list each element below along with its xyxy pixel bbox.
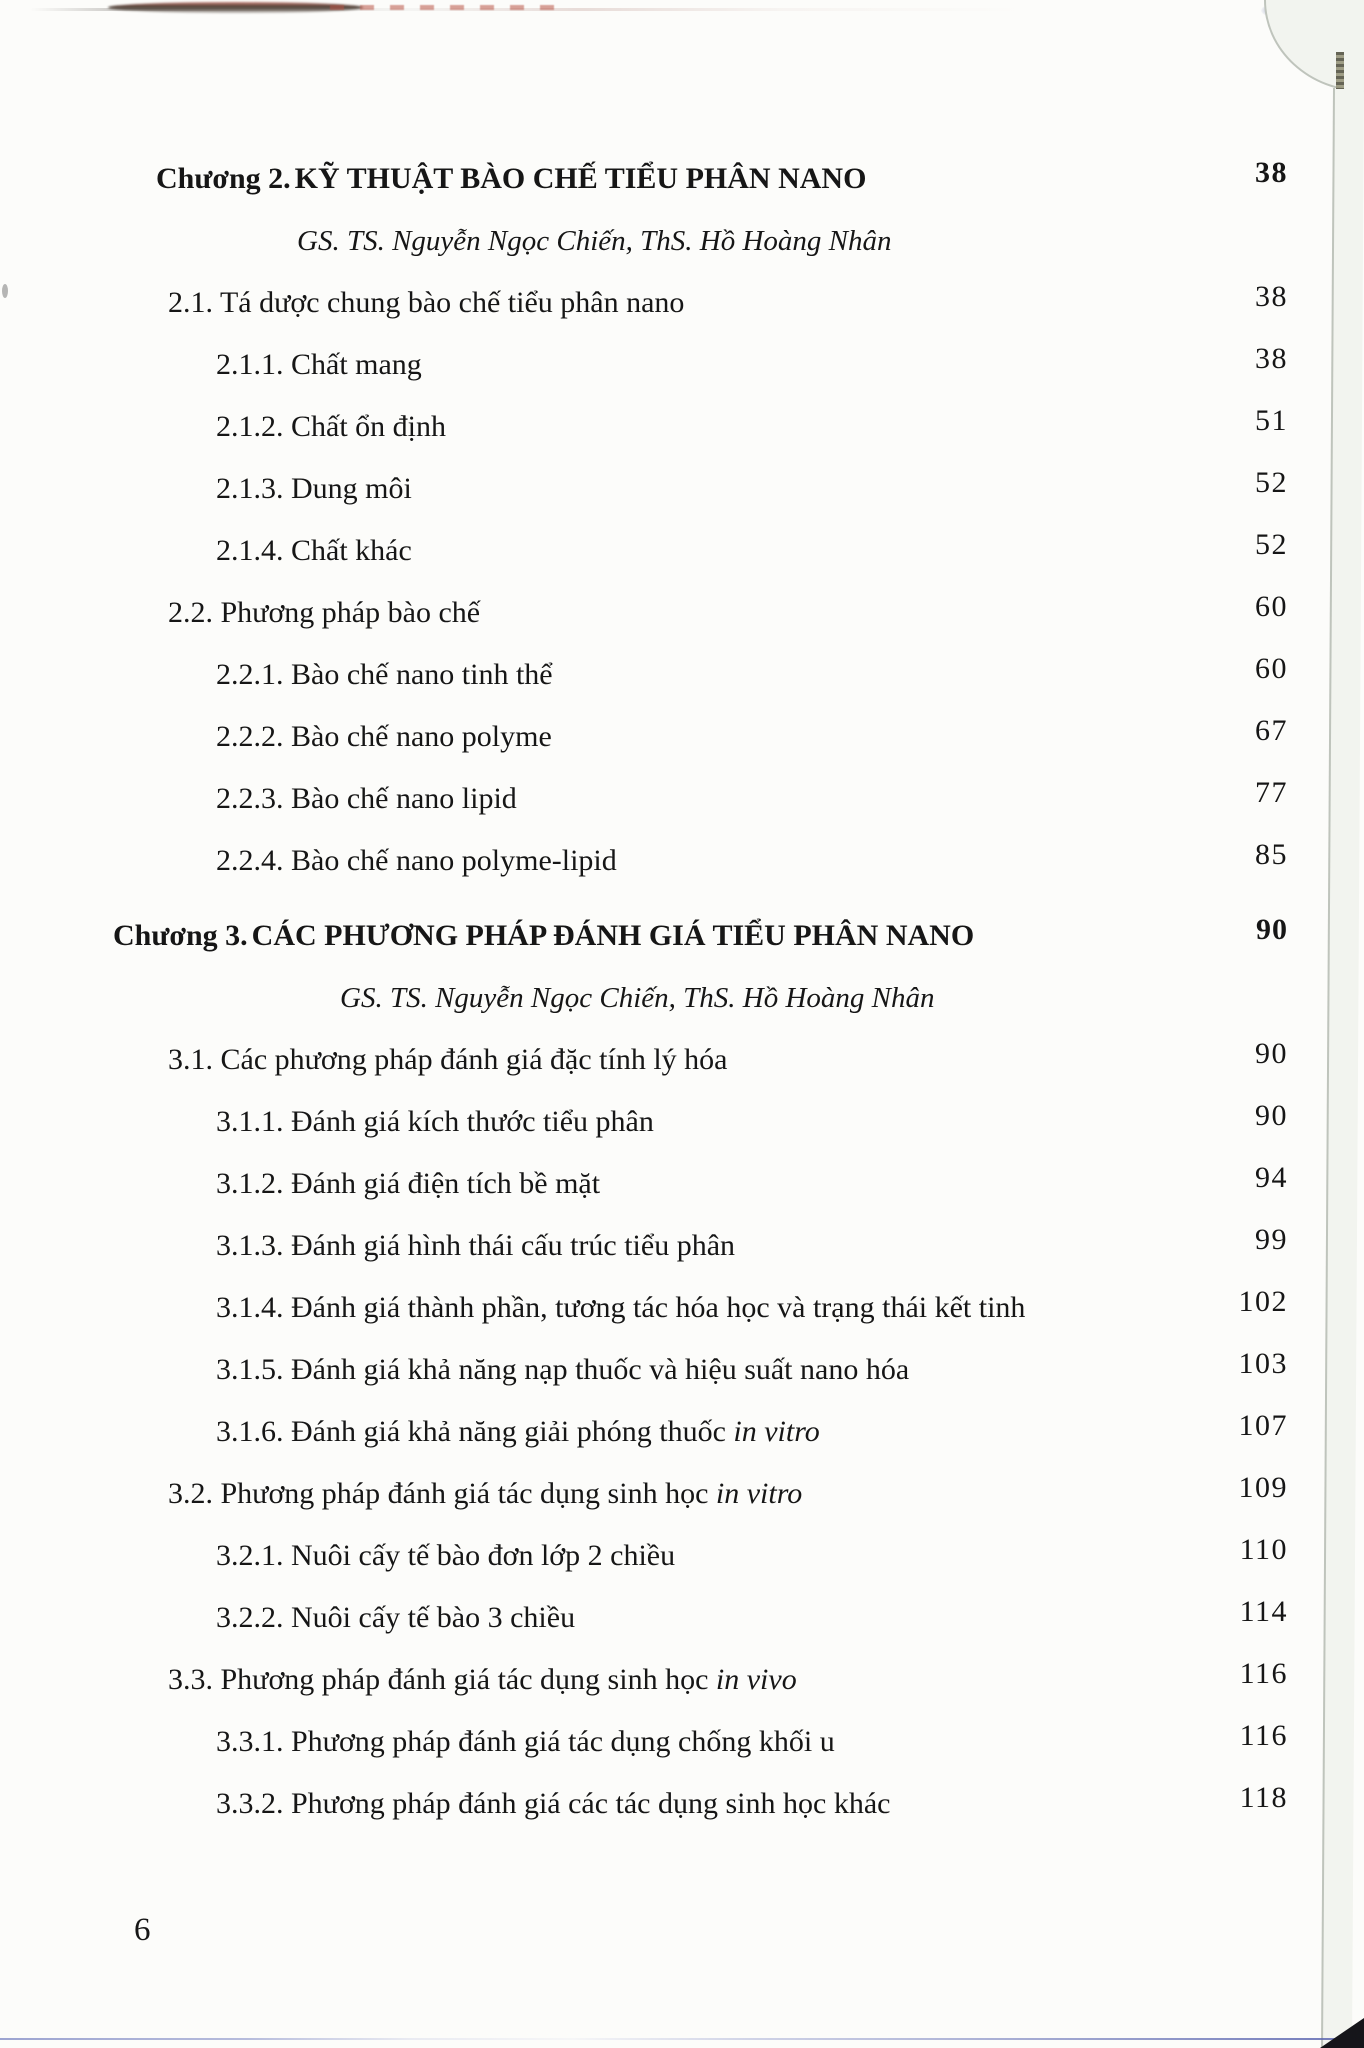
chapter-authors-text: GS. TS. Nguyễn Ngọc Chiến, ThS. Hồ Hoàng Nhân <box>297 224 892 257</box>
toc-item-page-number: 110 <box>1239 1533 1288 1566</box>
toc-item-page-number: 116 <box>1239 1719 1288 1752</box>
toc-item-row <box>0 1215 1364 1277</box>
toc-item-page-number: 52 <box>1255 528 1288 561</box>
toc-item-row <box>0 1339 1364 1401</box>
toc-item-row <box>0 272 1364 334</box>
toc-item-page-number: 107 <box>1238 1409 1288 1442</box>
toc-item-row <box>0 706 1364 768</box>
chapter-authors-row <box>0 210 1364 272</box>
toc-item-text: 3.1.2. Đánh giá điện tích bề mặt <box>216 1167 601 1200</box>
toc-item-row <box>0 1277 1364 1339</box>
scan-artifact-top-dark-streak <box>108 2 363 13</box>
toc-item-text: 2.2. Phương pháp bào chế <box>168 596 481 629</box>
toc-item-page-number: 114 <box>1239 1595 1288 1628</box>
chapter-heading-label: Chương 2. <box>156 162 291 195</box>
toc-item-row <box>0 1525 1364 1587</box>
toc-item-italic-suffix: in vitro <box>733 1415 820 1448</box>
toc-item-page-number: 52 <box>1255 466 1288 499</box>
toc-item-page-number: 60 <box>1255 590 1288 623</box>
toc-item-page-number: 77 <box>1255 776 1288 809</box>
toc-item-text: 2.1.4. Chất khác <box>216 534 412 567</box>
chapter-heading-text <box>156 162 866 196</box>
toc-item-row <box>0 520 1364 582</box>
toc-item-text: 2.2.3. Bào chế nano lipid <box>216 782 517 815</box>
toc-item-text: 2.1. Tá dược chung bào chế tiểu phân nano <box>168 286 685 319</box>
toc-item-text: 2.2.1. Bào chế nano tinh thể <box>216 658 553 691</box>
toc-item-text: 3.2.2. Nuôi cấy tế bào 3 chiều <box>216 1601 576 1634</box>
scan-artifact-blue-mark <box>1261 4 1287 17</box>
toc-item-text: 3.3.1. Phương pháp đánh giá tác dụng chống khối u <box>216 1725 835 1758</box>
toc-item-row <box>0 1773 1364 1835</box>
toc-item-page-number: 99 <box>1255 1223 1288 1256</box>
chapter-heading-row <box>0 148 1364 210</box>
toc-item-text: 3.1.1. Đánh giá kích thước tiểu phân <box>216 1105 654 1138</box>
toc-item-row <box>0 1649 1364 1711</box>
toc-item-page-number: 51 <box>1255 404 1288 437</box>
chapter-authors-text: GS. TS. Nguyễn Ngọc Chiến, ThS. Hồ Hoàng Nhân <box>340 981 935 1014</box>
toc-item-row <box>0 1029 1364 1091</box>
toc-item-row <box>0 334 1364 396</box>
toc-item-row <box>0 458 1364 520</box>
toc-item-row <box>0 1711 1364 1773</box>
toc-item-row <box>0 830 1364 892</box>
toc-item-text: 2.2.4. Bào chế nano polyme-lipid <box>216 844 617 877</box>
toc-item-italic-suffix: in vitro <box>715 1477 803 1510</box>
toc-item-page-number: 118 <box>1239 1781 1288 1814</box>
chapter-authors-row <box>0 967 1364 1029</box>
chapter-heading-text <box>113 919 974 953</box>
toc-item-text: 3.2. Phương pháp đánh giá tác dụng sinh học in vitro <box>168 1477 803 1510</box>
toc-item-text: 3.3.2. Phương pháp đánh giá các tác dụng sinh học khác <box>216 1787 891 1820</box>
toc-item-row <box>0 1091 1364 1153</box>
toc-item-page-number: 116 <box>1239 1657 1288 1690</box>
page-number-footer: 6 <box>134 1912 151 1948</box>
toc-item-page-number: 60 <box>1255 652 1288 685</box>
toc-item-row <box>0 768 1364 830</box>
toc-item-row <box>0 1153 1364 1215</box>
toc-item-page-number: 67 <box>1255 714 1288 747</box>
scan-artifact-bottom-line <box>0 2038 1364 2040</box>
toc-item-page-number: 38 <box>1255 280 1288 313</box>
toc-item-row <box>0 644 1364 706</box>
toc-item-page-number: 90 <box>1255 1099 1288 1132</box>
chapter-heading-label: Chương 3. <box>113 919 248 952</box>
scan-artifact-corner-wedge <box>1320 2018 1364 2048</box>
toc-item-row <box>0 1587 1364 1649</box>
toc-item-row <box>0 1463 1364 1525</box>
scan-artifact-top-red-dots <box>330 5 560 10</box>
toc-item-row <box>0 582 1364 644</box>
table-of-contents <box>0 148 1364 1835</box>
toc-item-page-number: 102 <box>1238 1285 1288 1318</box>
toc-item-text: 3.1.3. Đánh giá hình thái cấu trúc tiểu phân <box>216 1229 736 1262</box>
toc-item-italic-suffix: in vivo <box>715 1663 797 1696</box>
toc-item-text: 2.2.2. Bào chế nano polyme <box>216 720 552 753</box>
toc-item-page-number: 85 <box>1255 838 1288 871</box>
toc-item-text: 2.1.1. Chất mang <box>216 348 422 381</box>
toc-item-page-number: 103 <box>1238 1347 1288 1380</box>
toc-item-page-number: 90 <box>1255 1037 1288 1070</box>
toc-item-page-number: 38 <box>1255 342 1288 375</box>
toc-item-text: 2.1.3. Dung môi <box>216 472 412 505</box>
toc-item-text: 2.1.2. Chất ổn định <box>216 410 446 443</box>
toc-chapter-section <box>0 905 1364 1835</box>
chapter-heading-title: CÁC PHƯƠNG PHÁP ĐÁNH GIÁ TIỂU PHÂN NANO <box>251 919 975 952</box>
toc-chapter-section <box>0 148 1364 892</box>
toc-item-text: 3.1.6. Đánh giá khả năng giải phóng thuốc in vitro <box>216 1415 820 1448</box>
chapter-heading-page-number: 38 <box>1255 156 1288 189</box>
toc-item-row <box>0 1401 1364 1463</box>
binding-tape-mark <box>1336 52 1344 89</box>
toc-item-text: 3.1.5. Đánh giá khả năng nạp thuốc và hiệu suất nano hóa <box>216 1353 910 1386</box>
toc-item-text: 3.3. Phương pháp đánh giá tác dụng sinh học in vivo <box>168 1663 797 1696</box>
scan-artifact-top-faint-line <box>30 8 1030 11</box>
toc-item-row <box>0 396 1364 458</box>
chapter-heading-page-number: 90 <box>1256 913 1288 946</box>
toc-item-text: 3.1.4. Đánh giá thành phần, tương tác hóa học và trạng thái kết tinh <box>216 1291 1026 1324</box>
chapter-heading-row <box>0 905 1364 967</box>
chapter-heading-title: KỸ THUẬT BÀO CHẾ TIỂU PHÂN NANO <box>294 162 867 195</box>
toc-item-text: 3.2.1. Nuôi cấy tế bào đơn lớp 2 chiều <box>216 1539 676 1572</box>
toc-item-text: 3.1. Các phương pháp đánh giá đặc tính lý hóa <box>168 1043 728 1076</box>
toc-item-page-number: 94 <box>1255 1161 1288 1194</box>
page-corner-curl <box>1264 0 1364 92</box>
toc-item-page-number: 109 <box>1238 1471 1288 1504</box>
